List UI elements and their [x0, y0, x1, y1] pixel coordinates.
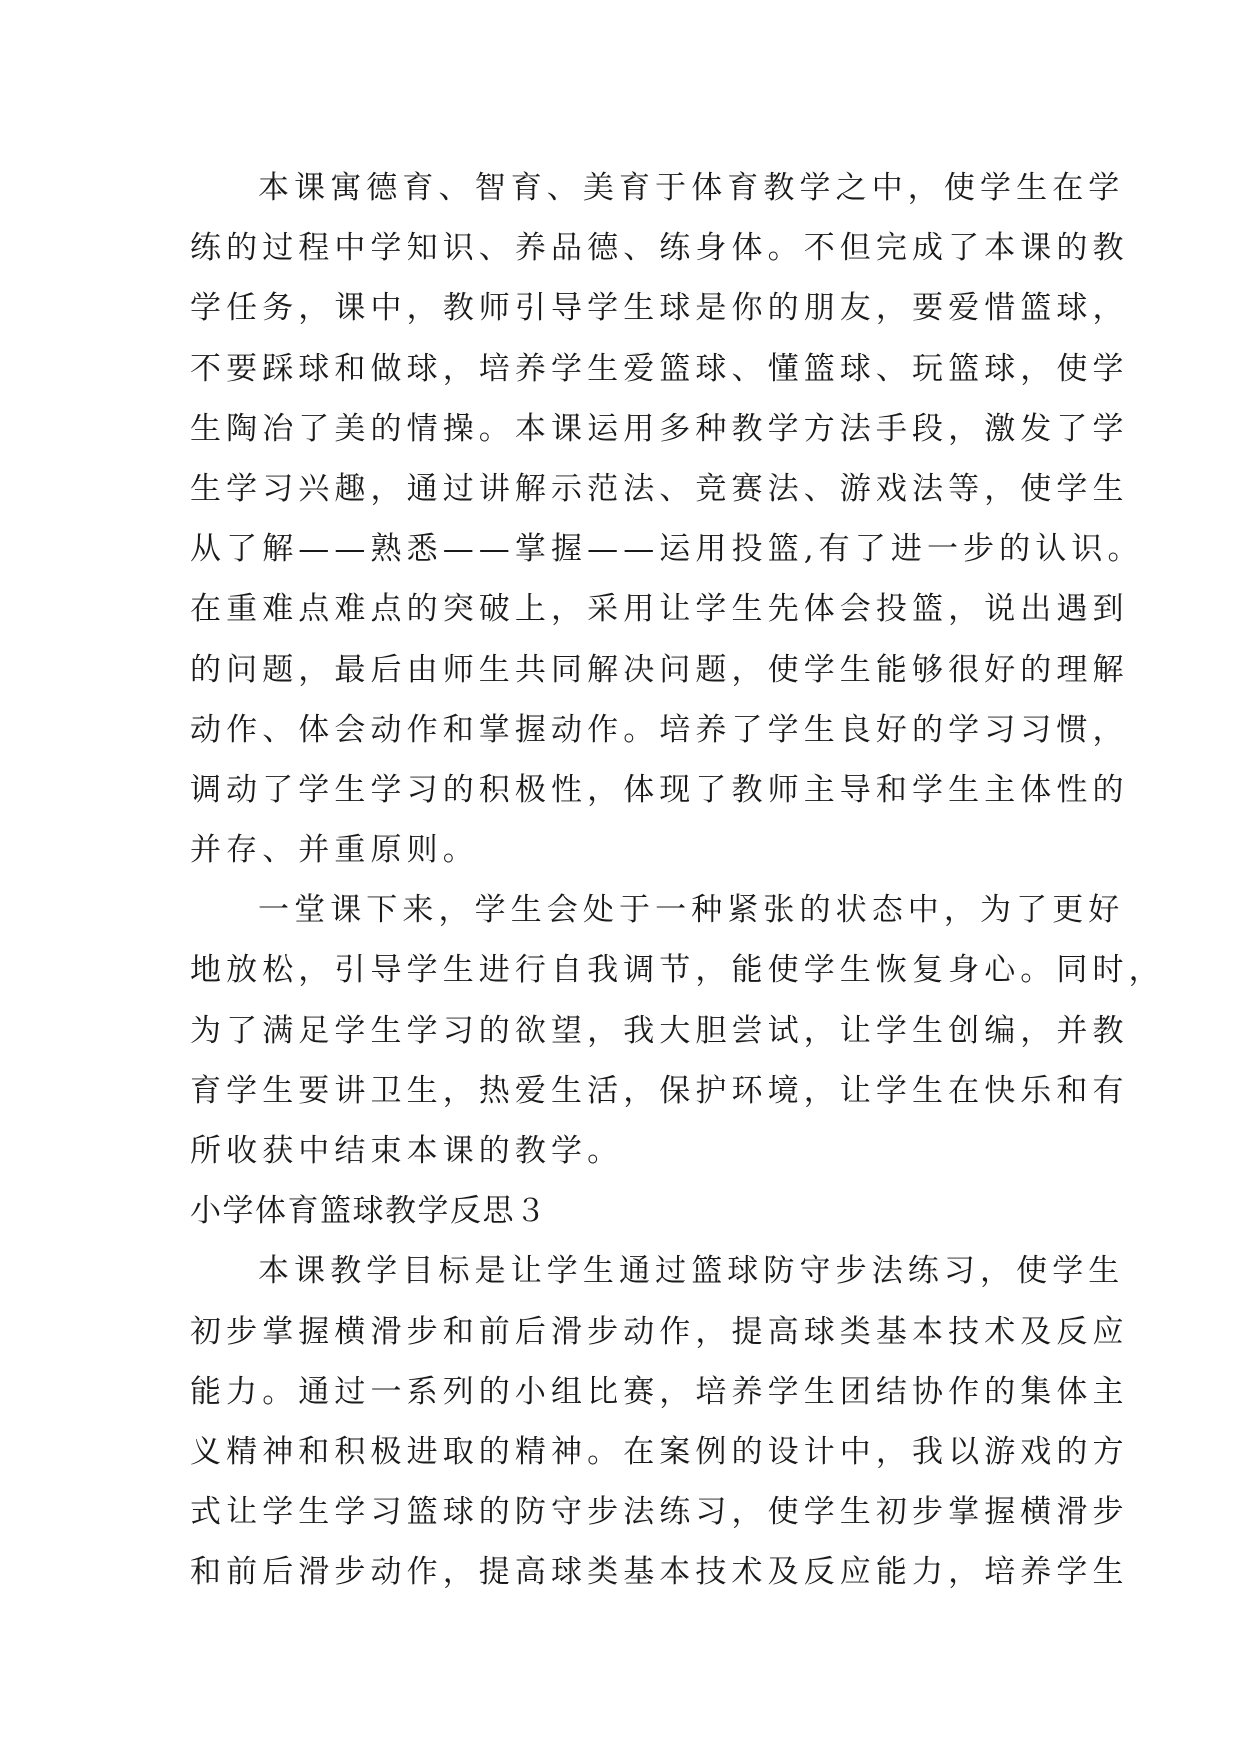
text-line: 练的过程中学知识、养品德、练身体。不但完成了本课的教 [190, 230, 1129, 267]
text-line: 能力。通过一系列的小组比赛，培养学生团结协作的集体主 [190, 1373, 1129, 1410]
paragraph-1 [190, 158, 1144, 880]
text-line: 初步掌握横滑步和前后滑步动作，提高球类基本技术及反应 [190, 1313, 1129, 1350]
text-line: 生陶冶了美的情操。本课运用多种教学方法手段，激发了学 [190, 410, 1129, 447]
text-line: 在重难点难点的突破上，采用让学生先体会投篮，说出遇到 [190, 591, 1129, 628]
text-line: 并存、并重原则。 [190, 832, 479, 869]
text-line: 的问题，最后由师生共同解决问题，使学生能够很好的理解 [190, 651, 1129, 688]
document-body [190, 158, 1165, 1603]
text-line: 和前后滑步动作，提高球类基本技术及反应能力，培养学生 [190, 1554, 1129, 1591]
text-line: 学任务，课中，教师引导学生球是你的朋友，要爱惜篮球， [190, 290, 1129, 327]
text-line: 地放松，引导学生进行自我调节，能使学生恢复身心。同时， [190, 952, 1165, 989]
paragraph-3 [190, 1241, 1129, 1602]
text-line: 不要踩球和做球，培养学生爱篮球、懂篮球、玩篮球，使学 [190, 350, 1129, 387]
text-line: 生学习兴趣，通过讲解示范法、竞赛法、游戏法等，使学生 [190, 470, 1129, 507]
text-line: 调动了学生学习的积极性，体现了教师主导和学生主体性的 [190, 771, 1129, 808]
section-heading: 小学体育篮球教学反思３ [190, 1193, 548, 1230]
text-line: 义精神和积极进取的精神。在案例的设计中，我以游戏的方 [190, 1433, 1129, 1470]
text-line: 本课寓德育、智育、美育于体育教学之中，使学生在学 [258, 170, 1125, 206]
text-line: 育学生要讲卫生，热爱生活，保护环境，让学生在快乐和有 [190, 1072, 1129, 1109]
text-line: 本课教学目标是让学生通过篮球防守步法练习，使学生 [258, 1253, 1125, 1290]
text-line: 所收获中结束本课的教学。 [190, 1133, 624, 1169]
text-line: 从了解——熟悉——掌握——运用投篮,有了进一步的认识。 [190, 531, 1144, 568]
text-line: 为了满足学生学习的欲望，我大胆尝试，让学生创编，并教 [190, 1012, 1129, 1049]
text-line: 一堂课下来，学生会处于一种紧张的状态中，为了更好 [258, 892, 1125, 929]
text-line: 式让学生学习篮球的防守步法练习，使学生初步掌握横滑步 [190, 1494, 1129, 1531]
text-line: 动作、体会动作和掌握动作。培养了学生良好的学习习惯， [190, 711, 1129, 748]
paragraph-2 [190, 880, 1165, 1181]
